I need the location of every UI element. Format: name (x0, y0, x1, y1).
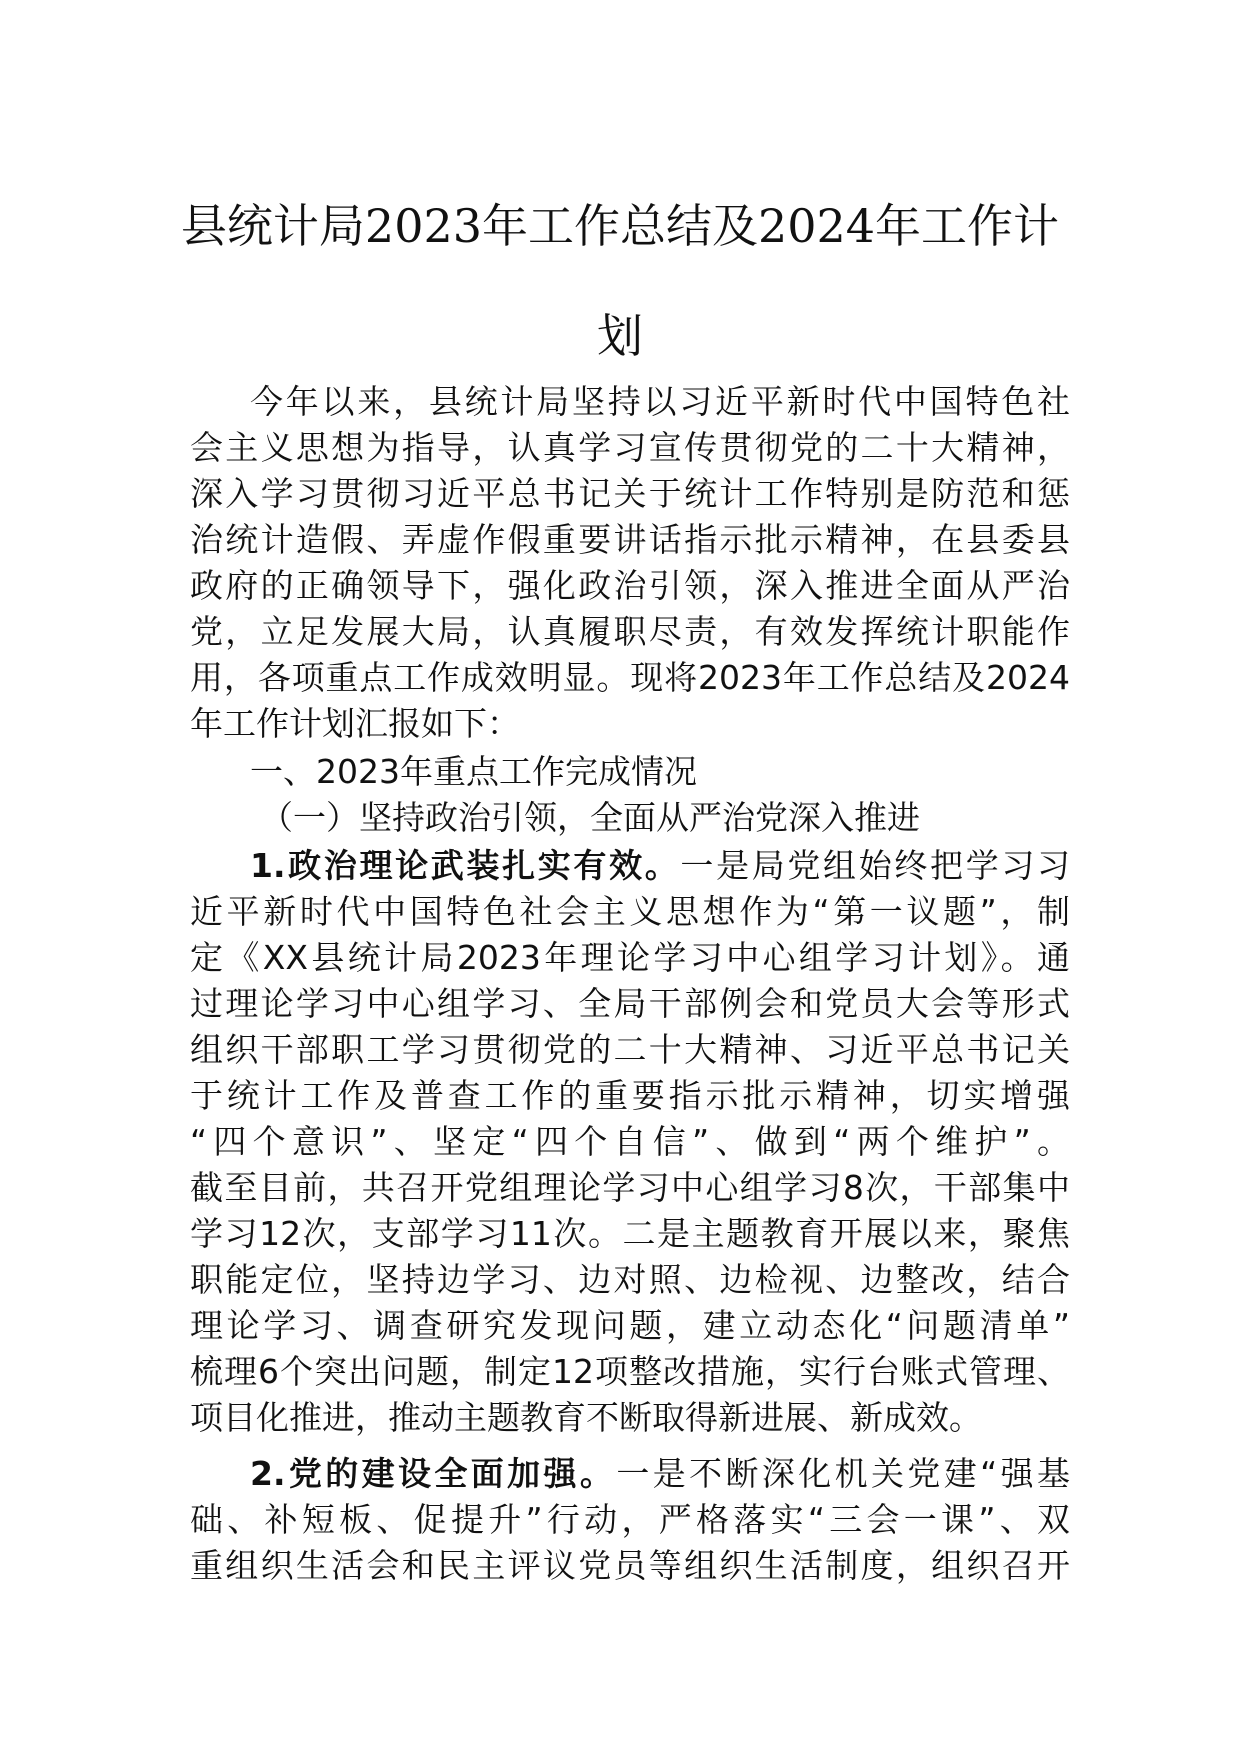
intro-line: 会主义思想为指导，认真学习宣传贯彻党的二十大精神， (190, 428, 1070, 467)
item-1-text: 一是局党组始终把学习习 (680, 846, 1071, 885)
item-2-first-line (250, 1452, 1070, 1496)
item-1-line: 于统计工作及普查工作的重要指示批示精神，切实增强 (190, 1076, 1070, 1115)
subsection-heading: （一）坚持政治引领，全面从严治党深入推进 (260, 798, 920, 837)
document-title-continued: 划 (597, 309, 643, 363)
item-2-line: 重组织生活会和民主评议党员等组织生活制度，组织召开 (190, 1546, 1070, 1585)
item-1-heading: 1.政治理论武装扎实有效。 (250, 846, 681, 885)
item-1-line: 梳理6个突出问题，制定12项整改措施，实行台账式管理、 (190, 1352, 1070, 1391)
item-1-line: 近平新时代中国特色社会主义思想作为“第一议题”，制 (190, 892, 1070, 931)
intro-line: 党，立足发展大局，认真履职尽责，有效发挥统计职能作 (190, 612, 1070, 651)
item-1-line: “四个意识”、坚定“四个自信”、做到“两个维护”。 (190, 1122, 1070, 1161)
intro-line: 今年以来，县统计局坚持以习近平新时代中国特色社 (250, 382, 1070, 421)
item-1-line: 组织干部职工学习贯彻党的二十大精神、习近平总书记关 (190, 1030, 1070, 1069)
item-1-line: 理论学习、调查研究发现问题，建立动态化“问题清单” (190, 1306, 1070, 1345)
item-1-line: 截至目前，共召开党组理论学习中心组学习8次，干部集中 (190, 1168, 1070, 1207)
item-1-line: 学习12次，支部学习11次。二是主题教育开展以来，聚焦 (190, 1214, 1070, 1253)
item-1-line: 职能定位，坚持边学习、边对照、边检视、边整改，结合 (190, 1260, 1070, 1299)
intro-line: 年工作计划汇报如下： (190, 704, 520, 743)
item-1-line: 定《XX县统计局2023年理论学习中心组学习计划》。通 (190, 938, 1070, 977)
item-1-line: 项目化推进，推动主题教育不断取得新进展、新成效。 (190, 1398, 982, 1437)
document-title: 县统计局2023年工作总结及2024年工作计 (180, 199, 1060, 253)
item-2-text: 一是不断深化机关党建“强基 (616, 1454, 1070, 1493)
item-2-heading: 2.党的建设全面加强。 (250, 1454, 617, 1493)
intro-line: 用，各项重点工作成效明显。现将2023年工作总结及2024 (190, 658, 1070, 697)
section-heading: 一、2023年重点工作完成情况 (250, 752, 697, 791)
intro-line: 治统计造假、弄虚作假重要讲话指示批示精神，在县委县 (190, 520, 1070, 559)
item-1-line: 过理论学习中心组学习、全局干部例会和党员大会等形式 (190, 984, 1070, 1023)
item-2-line: 础、补短板、促提升”行动，严格落实“三会一课”、双 (190, 1500, 1070, 1539)
intro-line: 深入学习贯彻习近平总书记关于统计工作特别是防范和惩 (190, 474, 1070, 513)
intro-line: 政府的正确领导下，强化政治引领，深入推进全面从严治 (190, 566, 1070, 605)
item-1-first-line (250, 844, 1070, 888)
